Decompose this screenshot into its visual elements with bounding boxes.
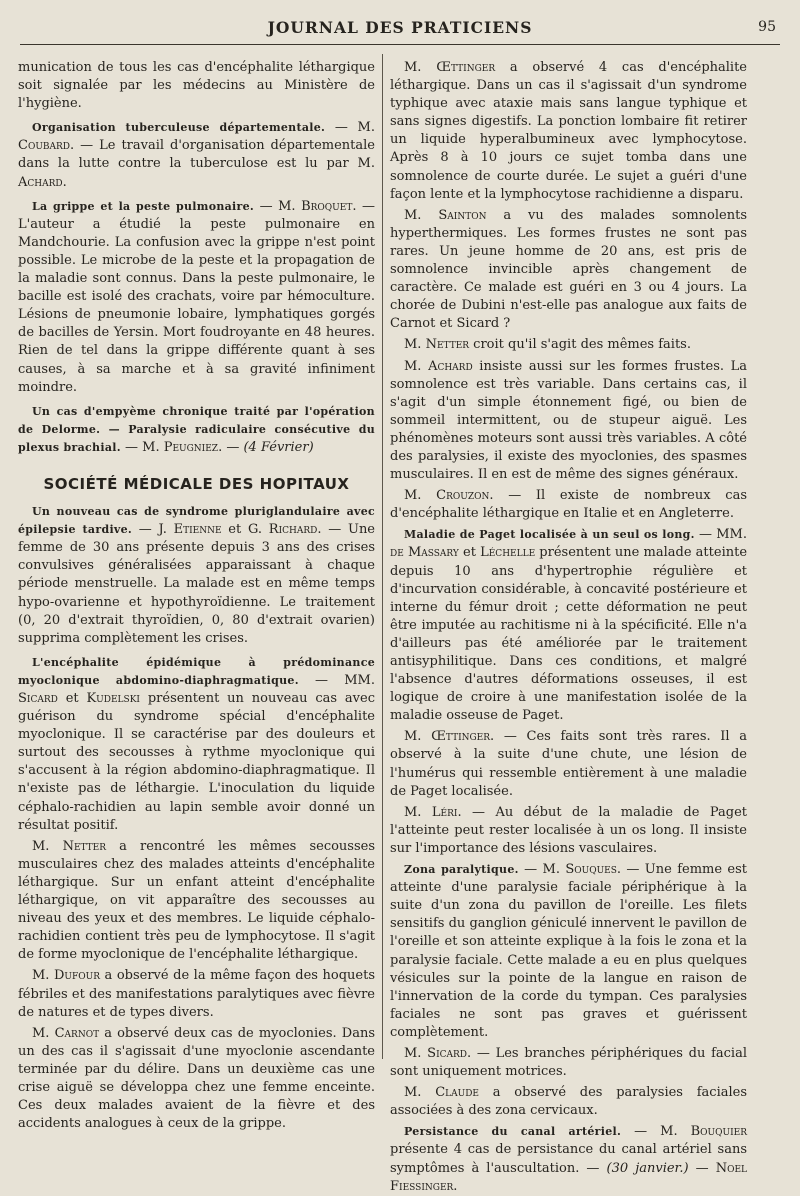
paragraph-encephalite-myoclonique: L'encéphalite épidémique à prédominance myoclonique abdomino-diaphragmatique. — MM. Sicard et Kudelski présentent un nouveau cas avec guérison du syndrome spécial d'encéphalite myoclonique. Il se caractérise par des douleurs et surtout des secousses à rythme myoclonique qui s'accusent à la région abdomino-diaphragmatique. Il n'existe pas de léthargie. L'inoculation du liquide céphalo-rachidien au lapin semble avoir donné un résultat positif. <box>18 655 375 833</box>
author-name: Œttinger <box>431 729 491 745</box>
paragraph-crouzon: M. Crouzon. — Il existe de nombreux cas d'encéphalite léthargique en Italie et en Angleterre. <box>390 488 747 522</box>
author-name: Richard <box>268 522 318 538</box>
session-date: (4 Février) <box>243 439 314 455</box>
paragraph-oettinger-paget: M. Œttinger. — Ces faits sont très rares. Il a observé à la suite d'une chute, une lésion de l'humérus qui ressemble entièrement à une maladie de Paget localisée. <box>390 729 747 799</box>
paragraph-leri: M. Léri. — Au début de la maladie de Paget l'atteinte peut rester localisée à un os long. Il insiste sur l'importance des lésions vasculaires. <box>390 804 748 856</box>
author-name: Crouzon <box>436 488 490 504</box>
paragraph-netter: M. Netter a rencontré les mêmes secousses musculaires chez des malades atteints d'encéphalite léthargique. Sur un enfant atteint d'encéphalite léthargique, on vit apparaître des secousses au niveau des yeux et des membres. Le liquide céphalo-rachidien contient très peu de lymphocytose. Il s'agit de forme myoclonique de l'encéphalite léthargique. <box>18 838 376 963</box>
paragraph-syndrome-pluriglandulaire: Un nouveau cas de syndrome pluriglandulaire avec épilepsie tardive. — J. Etienne et G. Richard. — Une femme de 30 ans présente depuis 3 ans des crises convulsives généralisées apparaissant à chaque période menstruelle. La malade est en même temps hypo-ovarienne et hypothyroïdienne. Le traitement (0, 20 d'extrait thyroïdien, 0, 80 d'extrait ovarien) supprima complètement les crises. <box>18 505 376 646</box>
paragraph-sicard: M. Sicard. — Les branches périphériques du facial sont uniquement motrices. <box>390 1045 747 1080</box>
section-heading: SOCIÉTÉ MÉDICALE DES HOPITAUX <box>43 474 350 493</box>
author-name: Achard <box>18 174 63 190</box>
article-title: Un cas d'empyème chronique traité par l'opération de Delorme. — Paralysie radiculaire consécutive du plexus brachial. <box>18 404 375 454</box>
session-date: (30 janvier.) <box>606 1160 689 1176</box>
author-name: Bouquier <box>690 1124 748 1140</box>
author-name: Netter <box>62 838 107 854</box>
article-title: Organisation tuberculeuse départementale. <box>32 121 326 135</box>
journal-title: JOURNAL DES PRATICIENS <box>267 18 533 37</box>
author-name: Peugniez <box>163 439 219 455</box>
article-title: Maladie de Paget localisée à un seul os long. <box>404 528 695 542</box>
author-name: Achard <box>428 358 473 374</box>
left-column <box>18 59 376 1132</box>
author-name: Coubard <box>18 138 71 154</box>
author-name: Kudelski <box>86 691 140 706</box>
paragraph-empyeme-delorme: Un cas d'empyème chronique traité par l'opération de Delorme. — Paralysie radiculaire consécutive du plexus brachial. — M. Peugniez. — (4 Février) <box>18 404 375 455</box>
paragraph-zona-paralytique: Zona paralytique. — M. Souques. — Une femme est atteinte d'une paralysie faciale périphérique à la suite d'un zona du pavillon de l'oreille. Les filets sensitifs du ganglion géniculé innervent le pavillon de l'oreille et son atteinte explique à la fois le zona et la paralysie faciale. Cette malade a eu en plus quelques vésicules sur la pointe de la langue en raison de l'innervation de la corde du tympan. Ces paralysies faciales ne sont pas graves et guérissent complètement. <box>390 862 748 1040</box>
reporter-signature: Noel Fiessinger <box>390 1160 747 1194</box>
author-name: Claude <box>435 1085 479 1101</box>
article-title: Un nouveau cas de syndrome pluriglandulaire avec épilepsie tardive. <box>18 505 375 537</box>
right-column <box>390 59 748 1194</box>
author-name: Léri <box>431 804 458 820</box>
paragraph-achard: M. Achard insiste aussi sur les formes frustes. La somnolence est très variable. Dans certains cas, il s'agit d'un simple étonnement figé, ou bien de sommeil intermittent, ou de stupeur aiguë. Les phénomènes moteurs sont aussi très variables. A côté des paralysies, il existe des myoclonies, des spasmes musculaires. Il en est de même des signes généraux. <box>390 358 748 483</box>
paragraph-oettinger: M. Œttinger a observé 4 cas d'encéphalite léthargique. Dans un cas il s'agissait d'un syndrome typhique avec ataxie mais sans langue typhique et sans signes digestifs. La ponction lombaire fit retirer un liquide hyperalbumineux avec lymphocytose. Après 8 à 10 jours ce sujet tomba dans une somnolence de courte durée. Le sujet a guéri d'une façon lente et la lymphocytose rachidienne a disparu. <box>390 60 748 202</box>
author-name: Netter <box>425 337 470 353</box>
author-name: Souques <box>565 862 617 878</box>
paragraph-organisation-tuberculeuse: Organisation tuberculeuse départementale. — M. Coubard. — Le travail d'organisation départementale dans la lutte contre la tuberculose est lu par M. Achard. <box>18 120 375 190</box>
article-title: L'encéphalite épidémique à prédominance myoclonique abdomino-diaphragmatique. <box>18 655 375 687</box>
paragraph-netter-reply: M. Netter croit qu'il s'agit des mêmes faits. <box>404 337 691 353</box>
article-title: Persistance du canal artériel. <box>404 1125 622 1139</box>
paragraph-grippe-peste: La grippe et la peste pulmonaire. — M. Broquet. — L'auteur a étudié la peste pulmonaire en Mandchourie. La confusion avec la grippe n'est point possible. Le microbe de la peste et la propagation de la maladie sont connus. Dans la peste pulmonaire, le bacille est isolé des crachats, voire par hémoculture. Lésions de pneumonie lobaire, lymphatiques gorgés de bacilles de Yersin. Mort foudroyante en 48 heures. Rien de tel dans la grippe différente quant à ses causes, à sa marche et à sa gravité infiniment moindre. <box>18 198 376 395</box>
paragraph-canal-arteriel: Persistance du canal artériel. — M. Bouquier présente 4 cas de persistance du canal artériel sans symptômes à l'auscultation. — (30 janvier.) — Noel Fiessinger. <box>390 1124 748 1194</box>
paragraph-dufour: M. Dufour a observé de la même façon des hoquets fébriles et des manifestations paralytiques avec fièvre de natures et de types divers. <box>18 968 375 1020</box>
author-name: Etienne <box>173 522 222 538</box>
author-name: Sainton <box>438 207 487 223</box>
author-name: Sicard <box>427 1045 468 1061</box>
page-header <box>20 14 780 45</box>
paragraph-maladie-paget: Maladie de Paget localisée à un seul os long. — MM. de Massary et Léchelle présentent une malade atteinte depuis 10 ans d'hypertrophie régulière et d'incurvation considérable, à concavité postérieure et interne du fémur droit ; cette déformation ne peut être imputée au rachitisme ni à la spécificité. Elle n'a d'ailleurs pas été améliorée par le traitement antisyphilitique. Dans ces conditions, et malgré l'absence d'autres déformations osseuses, il est logique de croire à une manifestation isolée de la maladie osseuse de Paget. <box>390 527 748 724</box>
page-number: 95 <box>758 19 776 35</box>
author-name: Sicard <box>18 691 58 706</box>
paragraph-hygiene-continuation: munication de tous les cas d'encéphalite léthargique soit signalée par les médecins au Ministère de l'hygiène. <box>18 60 375 112</box>
paragraph-claude: M. Claude a observé des paralysies faciales associées à des zona cervicaux. <box>390 1085 747 1119</box>
article-title: La grippe et la peste pulmonaire. <box>32 199 255 213</box>
author-name: Carnot <box>54 1025 100 1041</box>
author-name: Dufour <box>53 968 100 984</box>
paragraph-sainton: M. Sainton a vu des malades somnolents hyperthermiques. Les formes frustes ne sont pas rares. Un jeune homme de 20 ans, est pris de somnolence invincible après changement de caractère. Ce malade est guéri en 3 ou 4 jours. La chorée de Dubini n'est-elle pas analogue aux faits de Carnot et Sicard ? <box>390 207 747 332</box>
paragraph-carnot: M. Carnot a observé deux cas de myoclonies. Dans un des cas il s'agissait d'une myoclonie ascendante terminée par du délire. Dans un deuxième cas une crise aiguë se développa chez une femme enceinte. Ces deux malades avaient de la fièvre et des accidents analogues à ceux de la grippe. <box>18 1025 376 1132</box>
column-divider <box>382 54 383 1059</box>
author-name: Broquet <box>301 198 353 214</box>
author-name: Œttinger <box>436 60 496 75</box>
article-title: Zona paralytique. <box>404 863 519 877</box>
author-name: de Massary <box>390 545 459 561</box>
author-name: Léchelle <box>480 545 536 561</box>
